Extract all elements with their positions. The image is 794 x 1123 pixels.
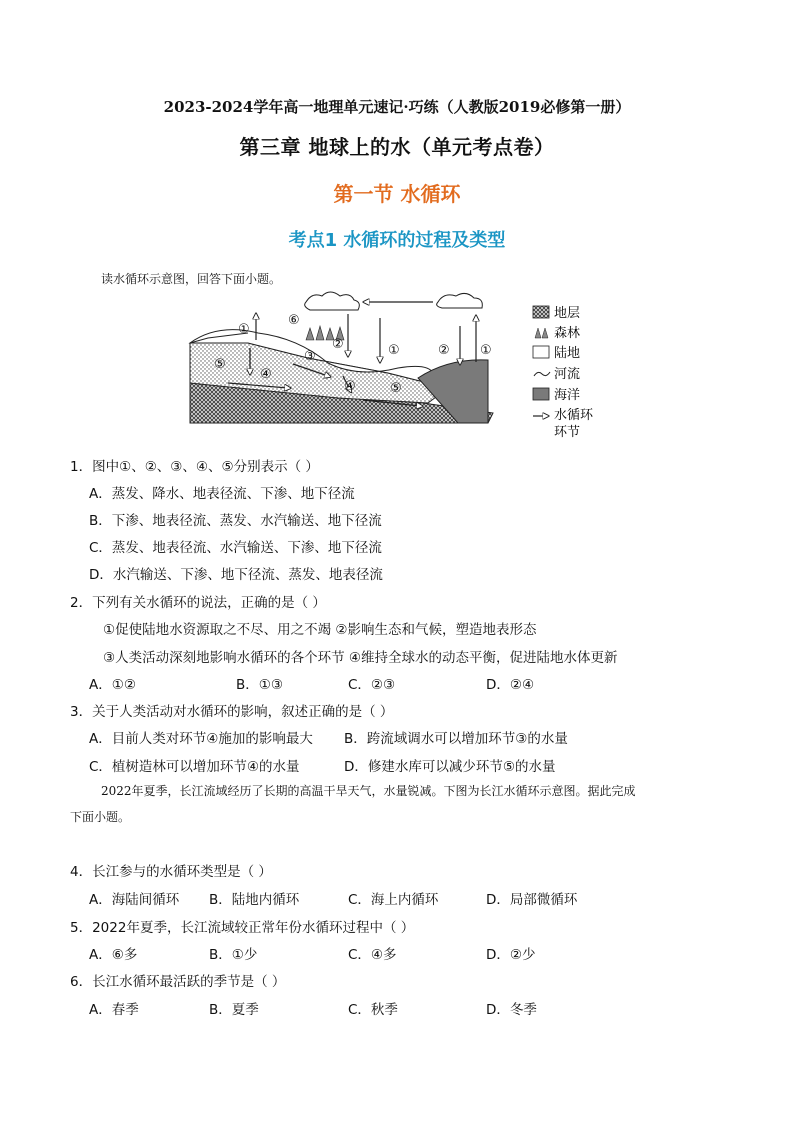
q6-option-b[interactable]: B．夏季 [209,1002,259,1018]
marker-2b: ② [438,343,450,358]
q3-option-b[interactable]: B．跨流域调水可以增加环节③的水量 [344,731,568,747]
q3-option-c[interactable]: C．植树造林可以增加环节④的水量 [89,759,300,775]
q4-option-b[interactable]: B．陆地内循环 [209,892,300,908]
series-title: 2023-2024学年高一地理单元速记·巧练（人教版2019必修第一册） [163,98,631,116]
legend-cycle: 水循环 [554,408,594,423]
q2-option-c[interactable]: C．②③ [348,677,396,693]
q5-option-d[interactable]: D．②少 [486,947,536,963]
q4-option-d[interactable]: D．局部微循环 [486,892,578,908]
question-4: 4．长江参与的水循环类型是（ ） [70,864,272,880]
cloud-right [437,293,483,308]
q2-option-b[interactable]: B．①③ [236,677,283,693]
marker-3: ③ [304,349,316,364]
q2-option-d[interactable]: D．②④ [486,677,535,693]
section-title: 第一节 水循环 [333,182,461,206]
q1-option-d[interactable]: D．水汽输送、下渗、地下径流、蒸发、地表径流 [89,567,383,583]
legend-ocean: 海洋 [554,388,581,403]
passage-line-1: 2022年夏季，长江流域经历了长期的高温干旱天气，水量锐减。下图为长江水循环示意图。据此完成 [101,784,636,798]
marker-1b: ① [388,343,400,358]
marker-1a: ① [238,322,250,337]
question-6: 6．长江水循环最活跃的季节是（ ） [70,974,286,990]
intro-text: 读水循环示意图，回答下面小题。 [101,272,282,286]
q2-option-a[interactable]: A．①② [89,677,136,693]
q2-statement-2: ③人类活动深刻地影响水循环的各个环节 ④维持全球水的动态平衡，促进陆地水体更新 [103,650,618,666]
water-cycle-diagram [188,288,608,448]
legend-forest: 森林 [554,326,581,341]
legend-strata: 地层 [554,306,581,321]
legend [533,305,594,440]
q1-option-b[interactable]: B．下渗、地表径流、蒸发、水汽输送、地下径流 [89,513,382,529]
question-1: 1．图中①、②、③、④、⑤分别表示（ ） [70,459,319,475]
legend-land: 陆地 [554,346,581,361]
q6-option-d[interactable]: D．冬季 [486,1002,537,1018]
question-2: 2．下列有关水循环的说法，正确的是（ ） [70,595,326,611]
q1-option-c[interactable]: C．蒸发、地表径流、水汽输送、下渗、地下径流 [89,540,382,556]
q2-statement-1: ①促使陆地水资源取之不尽、用之不竭 ②影响生态和气候，塑造地表形态 [103,622,537,638]
marker-4: ④ [260,367,272,382]
legend-river: 河流 [554,367,581,382]
q4-option-a[interactable]: A．海陆间循环 [89,892,180,908]
marker-5b: ⑤ [390,381,402,396]
marker-1c: ① [480,343,492,358]
legend-link: 环节 [554,425,581,440]
marker-5: ⑤ [214,357,226,372]
chapter-title: 第三章 地球上的水（单元考点卷） [239,135,555,159]
q5-option-a[interactable]: A．⑥多 [89,947,138,963]
q3-option-d[interactable]: D．修建水库可以减少环节⑤的水量 [344,759,556,775]
passage-line-2: 下面小题。 [70,810,131,824]
cloud-left [305,292,360,310]
q3-option-a[interactable]: A．目前人类对环节④施加的影响最大 [89,731,313,747]
q5-option-c[interactable]: C．④多 [348,947,397,963]
marker-2a: ② [332,337,344,352]
q6-option-a[interactable]: A．春季 [89,1002,139,1018]
q1-option-a[interactable]: A．蒸发、降水、地表径流、下渗、地下径流 [89,486,355,502]
point-title: 考点1 水循环的过程及类型 [288,230,506,251]
question-3: 3．关于人类活动对水循环的影响，叙述正确的是（ ） [70,704,394,720]
q4-option-c[interactable]: C．海上内循环 [348,892,439,908]
q5-option-b[interactable]: B．①少 [209,947,258,963]
question-5: 5．2022年夏季，长江流域较正常年份水循环过程中（ ） [70,920,415,936]
marker-6: ⑥ [288,313,300,328]
q6-option-c[interactable]: C．秋季 [348,1002,398,1018]
marker-4b: ④ [344,379,356,394]
